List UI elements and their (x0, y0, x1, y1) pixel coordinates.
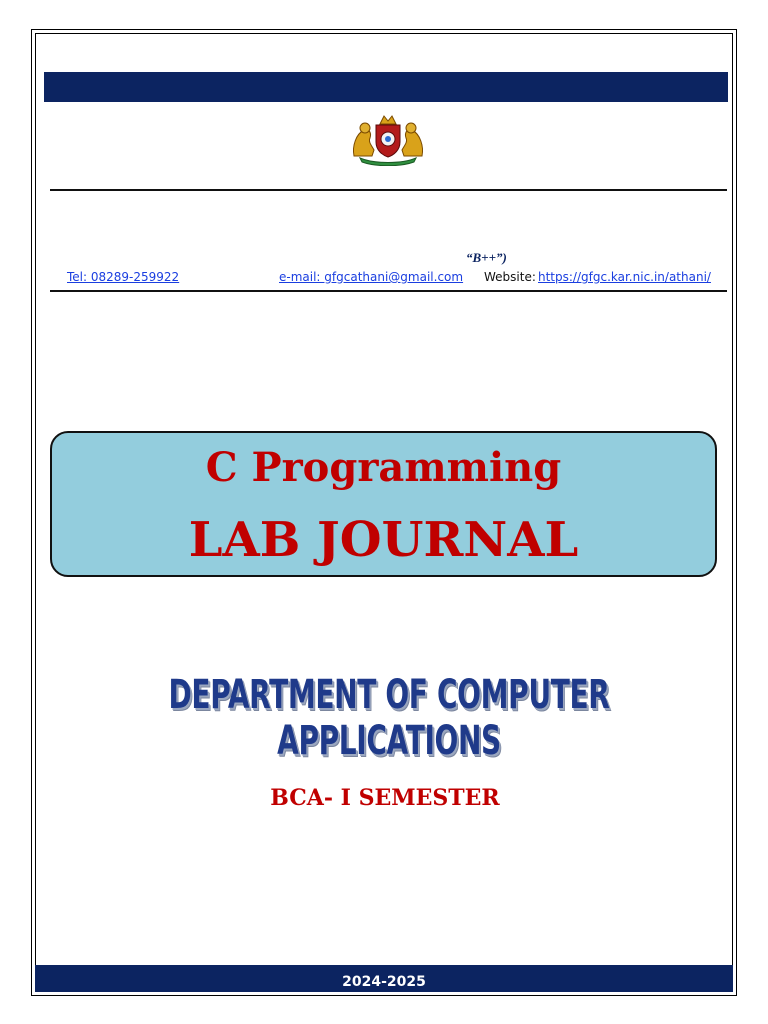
header-divider-bottom (50, 290, 727, 292)
semester-heading: BCA- I SEMESTER (270, 785, 500, 811)
website-link[interactable]: https://gfgc.kar.nic.in/athani/ (538, 270, 711, 284)
email-link[interactable]: e-mail: gfgcathani@gmail.com (279, 270, 464, 284)
course-title: C Programming (205, 444, 562, 491)
header-divider-top (50, 189, 727, 191)
academic-year: 2024-2025 (342, 974, 426, 990)
journal-title: LAB JOURNAL (188, 512, 579, 568)
telephone-link[interactable]: Tel: 08289-259922 (67, 270, 180, 284)
website-label: Website: (484, 270, 536, 284)
accreditation-grade: “B++”) (466, 250, 507, 265)
karnataka-emblem-icon (348, 112, 428, 166)
header-band (44, 72, 728, 102)
department-heading: DEPARTMENT OF COMPUTER APPLICATIONS (168, 672, 610, 764)
